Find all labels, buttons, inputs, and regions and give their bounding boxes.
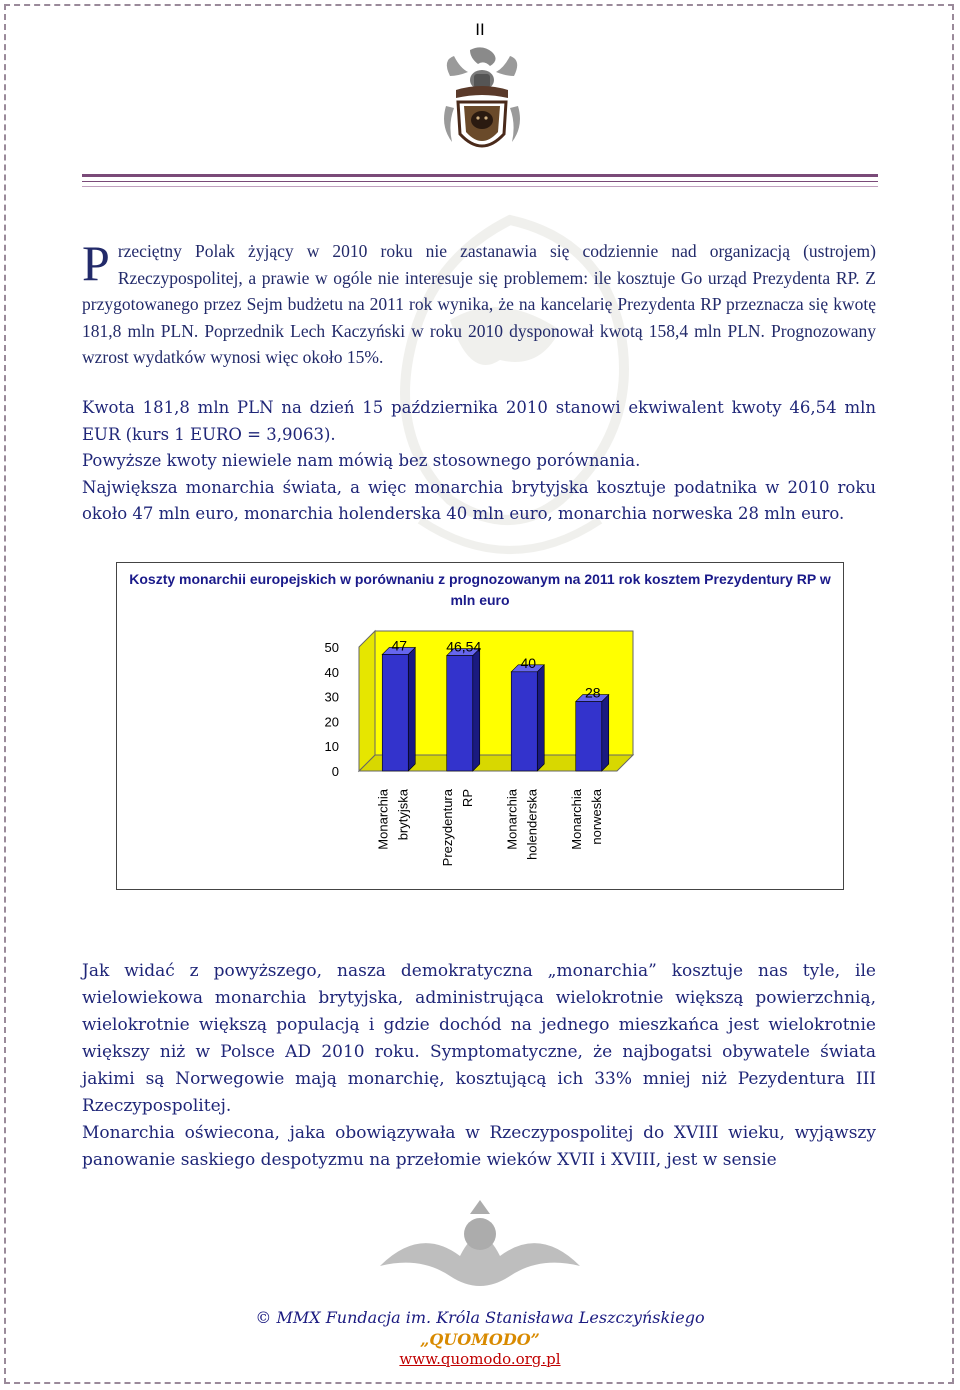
chart-plot bbox=[117, 563, 843, 889]
bar-side bbox=[408, 647, 415, 771]
category-label: Prezydentura bbox=[439, 789, 455, 867]
paragraph-exchange-rate: Kwota 181,8 mln PLN na dzień 15 października 2010 stanowi ekwiwalent kwoty 46,54 mln EUR (kurs 1 EURO = 3,9063). bbox=[82, 398, 876, 444]
footer-copyright: © MMX Fundacja im. Króla Stanisława Leszczyńskiego bbox=[255, 1308, 705, 1327]
bar bbox=[576, 702, 602, 771]
chart-title: Koszty monarchii europejskich w porównaniu z prognozowanym na 2011 rok kosztem Prezydentury RP w mln euro bbox=[129, 571, 831, 608]
page-number: II bbox=[475, 20, 485, 39]
dropcap: P bbox=[82, 235, 110, 291]
header-rule-thin bbox=[82, 181, 878, 182]
intro-paragraph bbox=[82, 235, 876, 371]
header-rule-light bbox=[82, 186, 878, 187]
bar-side bbox=[473, 649, 480, 771]
header-rule bbox=[82, 174, 878, 177]
y-tick-label: 20 bbox=[324, 714, 339, 730]
y-tick-label: 50 bbox=[324, 640, 339, 655]
paragraph-monarchy-costs: Największa monarchia świata, a więc monarchia brytyjska kosztuje podatnika w 2010 roku około 47 mln euro, monarchia holenderska 40 mln euro, monarchia norweska 28 mln euro. bbox=[82, 477, 876, 523]
footer-ornament-icon bbox=[360, 1196, 600, 1306]
paragraph-conclusion: Jak widać z powyższego, nasza demokratyczna „monarchia” kosztuje nas tyle, ile wielowiekowa monarchia brytyjska, administrująca wielokrotnie większą powierzchnią, wielokrotnie większą populacją i gdzie dochód na jednego mieszkańca jest wielokrotnie większy niż w Polsce AD 2010 roku. Symptomatyczne, że najbogatsi obywatele świata jakimi są Norwegowie mają monarchię, kosztującą ich 33% mniej niż Pezydentura III Rzeczypospolitej. bbox=[82, 961, 876, 1116]
category-label: Monarchia bbox=[375, 789, 391, 850]
y-tick-label: 0 bbox=[331, 764, 339, 779]
footer-url[interactable]: www.quomodo.org.pl bbox=[399, 1350, 561, 1368]
lower-paragraphs bbox=[82, 958, 876, 1174]
data-label: 47 bbox=[391, 637, 408, 654]
bar-side bbox=[602, 695, 609, 771]
paragraph-enlightened-monarchy: Monarchia oświecona, jaka obowiązywała w Rzeczypospolitej do XVIII wieku, wyjąwszy panowanie saskiego despotyzmu na przełomie wieków XVII i XVIII, jest w sensie bbox=[82, 1123, 876, 1170]
bar-side bbox=[537, 665, 544, 771]
data-label: 46,54 bbox=[446, 638, 482, 655]
category-label: norweska bbox=[588, 789, 604, 845]
bar bbox=[447, 656, 473, 771]
intro-text: rzeciętny Polak żyjący w 2010 roku nie zastanawia się codziennie nad organizacją (ustrojem) Rzeczypospolitej, a prawie w ogóle nie interesuje się problemem: ile kosztuje Go urząd Prezydenta RP. Z przygotowanego przez Sejm budżetu na 2011 rok wynika, że na kancelarię Prezydenta RP przeznacza się kwotę 181,8 mln PLN. Poprzednik Lech Kaczyński w roku 2010 dysponował kwotą 158,4 mln PLN. Prognozowany wzrost wydatków wynosi więc około 15%. bbox=[82, 241, 876, 367]
chart-side-wall bbox=[359, 631, 375, 771]
category-label: RP bbox=[459, 789, 475, 808]
bar bbox=[511, 672, 537, 771]
coat-of-arms-icon bbox=[440, 46, 524, 162]
data-label: 40 bbox=[520, 654, 537, 671]
category-label: brytyjska bbox=[395, 789, 411, 841]
category-label: Monarchia bbox=[568, 789, 584, 850]
footer-brand: „QUOMODO” bbox=[420, 1330, 540, 1349]
bar bbox=[382, 654, 408, 771]
chart bbox=[116, 562, 844, 890]
y-tick-label: 10 bbox=[324, 739, 339, 755]
data-label: 28 bbox=[584, 684, 601, 701]
y-tick-label: 40 bbox=[324, 664, 339, 680]
paragraph-comparison-note: Powyższe kwoty niewiele nam mówią bez stosownego porównania. bbox=[82, 451, 641, 470]
category-label: holenderska bbox=[524, 789, 540, 860]
body-paragraphs bbox=[82, 395, 876, 528]
y-tick-label: 30 bbox=[324, 689, 339, 705]
category-label: Monarchia bbox=[504, 789, 520, 850]
